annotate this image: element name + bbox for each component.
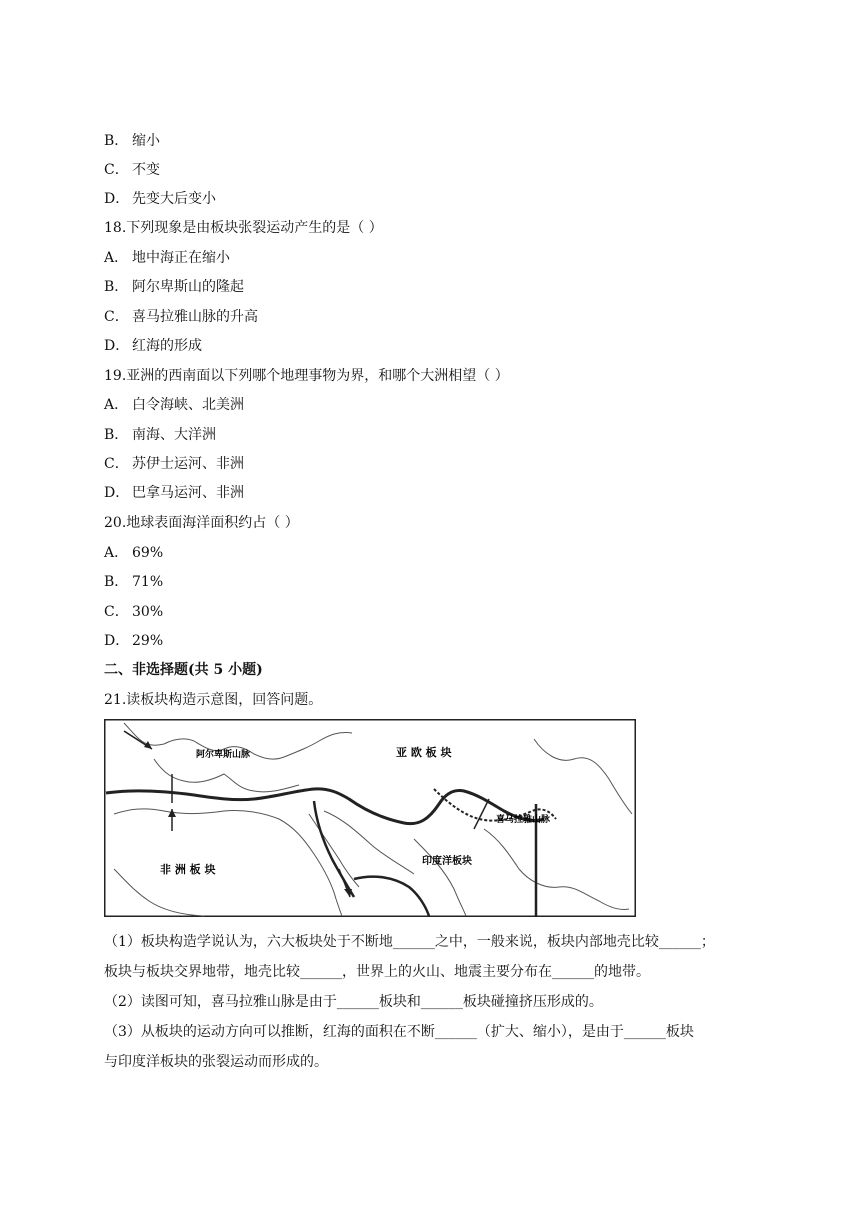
map-label-alps: 阿尔卑斯山脉 (196, 750, 251, 760)
option-letter: C． (104, 456, 129, 472)
option-text: 阿尔卑斯山的隆起 (132, 279, 244, 295)
q18-stem: 18.下列现象是由板块张裂运动产生的是（ ） (104, 220, 383, 236)
q18-option-b (104, 277, 244, 297)
option-text: 29% (132, 633, 164, 649)
map-label-himalaya: 喜马拉雅山脉 (496, 815, 551, 825)
option-letter: A． (104, 250, 129, 266)
q19-option-b (104, 425, 216, 445)
option-text: 先变大后变小 (132, 191, 216, 207)
option-text: 71% (132, 574, 164, 590)
q18-option-c (104, 307, 258, 327)
q21-sub1-line2: 板块与板块交界地带，地壳比较______，世界上的火山、地震主要分布在______的地带。 (104, 964, 650, 980)
option-letter: B． (104, 574, 129, 590)
q19-option-d (104, 483, 244, 503)
option-letter: A． (104, 545, 129, 561)
q19-option-c (104, 454, 244, 474)
option-text: 喜马拉雅山脉的升高 (132, 309, 258, 325)
q20-option-c (104, 602, 163, 622)
map-label-indian: 印度洋板块 (422, 856, 472, 867)
q20-stem: 20.地球表面海洋面积约占（ ） (104, 515, 299, 531)
q19-stem: 19.亚洲的西南面以下列哪个地理事物为界，和哪个大洲相望（ ） (104, 368, 509, 384)
option-text: 白令海峡、北美洲 (132, 397, 244, 413)
q17-option-b (104, 131, 160, 151)
option-text: 30% (132, 604, 164, 620)
option-letter: D． (104, 485, 130, 501)
option-text: 不变 (132, 162, 160, 178)
q19-option-a (104, 395, 244, 415)
option-text: 69% (132, 545, 164, 561)
q21-sub3-line1: （3）从板块的运动方向可以推断，红海的面积在不断______（扩大、缩小），是由于______板块 (104, 1024, 694, 1040)
option-text: 地中海正在缩小 (132, 250, 230, 266)
option-letter: C． (104, 604, 129, 620)
q21-sub3-line2: 与印度洋板块的张裂运动而形成的。 (104, 1054, 328, 1070)
option-letter: D． (104, 191, 130, 207)
q18-option-a (104, 248, 230, 268)
map-label-africa: 非 洲 板 块 (160, 863, 216, 876)
option-letter: B． (104, 133, 129, 149)
section-title: 二、非选择题(共 5 小题) (104, 662, 263, 678)
q20-option-a (104, 543, 163, 563)
option-letter: B． (104, 427, 129, 443)
option-text: 巴拿马运河、非洲 (132, 485, 244, 501)
option-letter: C． (104, 162, 129, 178)
plate-tectonics-map (104, 719, 636, 917)
option-text: 南海、大洋洲 (132, 427, 216, 443)
q21-sub2: （2）读图可知，喜马拉雅山脉是由于______板块和______板块碰撞挤压形成的。 (104, 994, 603, 1010)
q21-sub1-line1: （1）板块构造学说认为，六大板块处于不断地______之中，一般来说，板块内部地壳比较______； (104, 934, 715, 950)
q17-option-c (104, 160, 160, 180)
option-letter: C． (104, 309, 129, 325)
q17-option-d (104, 189, 216, 209)
option-letter: A． (104, 397, 129, 413)
map-label-eurasia: 亚 欧 板 块 (396, 746, 452, 759)
option-text: 苏伊士运河、非洲 (132, 456, 244, 472)
q21-stem: 21.读板块构造示意图，回答问题。 (104, 692, 323, 708)
option-text: 红海的形成 (132, 338, 202, 354)
option-letter: D． (104, 633, 130, 649)
option-letter: D． (104, 338, 130, 354)
q20-option-b (104, 572, 163, 592)
option-text: 缩小 (132, 133, 160, 149)
option-letter: B． (104, 279, 129, 295)
q20-option-d (104, 631, 163, 651)
q18-option-d (104, 336, 202, 356)
